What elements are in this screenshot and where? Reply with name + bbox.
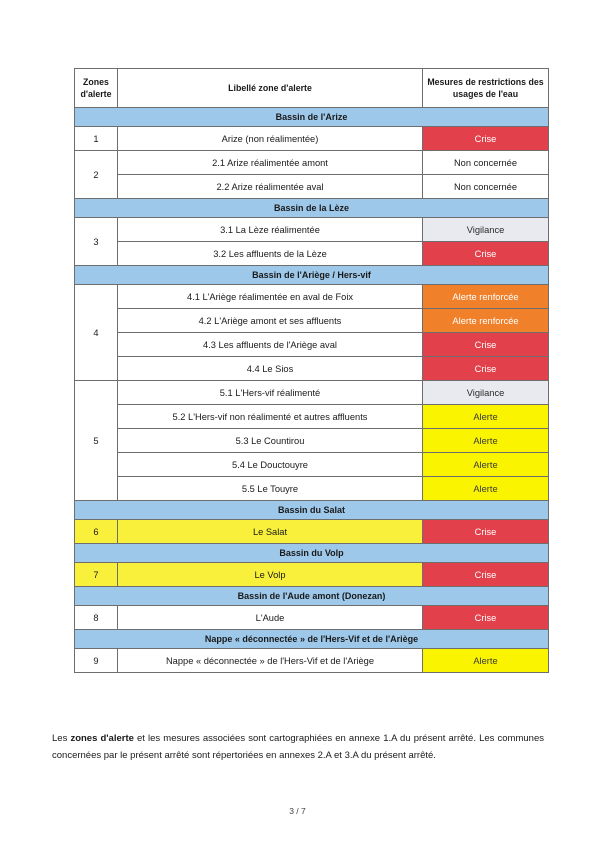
- zone-label: 5.3 Le Countirou: [118, 429, 423, 453]
- table-row: [75, 520, 549, 544]
- zone-label: 5.2 L'Hers-vif non réalimenté et autres affluents: [118, 405, 423, 429]
- restriction-status: Alerte: [423, 405, 549, 429]
- zone-label: Arize (non réalimentée): [118, 127, 423, 151]
- restriction-status: Alerte renforcée: [423, 285, 549, 309]
- footer-text-after: et les mesures associées sont cartographiées en annexe 1.A du présent arrêté. Les communes concernées par le présent arrêté sont répertoriées en annexes 2.A et 3.A du présent arrêté.: [52, 733, 544, 761]
- basin-name: Bassin du Salat: [75, 501, 549, 520]
- zone-number: 8: [75, 606, 118, 630]
- table-row: [75, 218, 549, 242]
- basin-header-row: [75, 544, 549, 563]
- zone-label: 2.2 Arize réalimentée aval: [118, 175, 423, 199]
- table-row: [75, 175, 549, 199]
- table-row: [75, 429, 549, 453]
- zone-number: 2: [75, 151, 118, 199]
- restriction-status: Crise: [423, 357, 549, 381]
- page-number: 3 / 7: [289, 806, 306, 816]
- footer-text-before: Les: [52, 733, 71, 744]
- table-row: [75, 127, 549, 151]
- zone-label: Le Volp: [118, 563, 423, 587]
- table-row: [75, 563, 549, 587]
- basin-header-row: [75, 630, 549, 649]
- basin-header-row: [75, 108, 549, 127]
- basin-name: Bassin de l'Ariège / Hers-vif: [75, 266, 549, 285]
- zone-label: Nappe « déconnectée » de l'Hers-Vif et de l'Ariège: [118, 649, 423, 673]
- table-row: [75, 453, 549, 477]
- zone-label: L'Aude: [118, 606, 423, 630]
- restriction-status: Alerte renforcée: [423, 309, 549, 333]
- restriction-status: Crise: [423, 333, 549, 357]
- zone-number: 9: [75, 649, 118, 673]
- footer-paragraph: [52, 730, 544, 764]
- zone-label: 4.4 Le Sios: [118, 357, 423, 381]
- restriction-status: Crise: [423, 606, 549, 630]
- alert-zones-table: [74, 68, 549, 673]
- zone-label: 5.5 Le Touyre: [118, 477, 423, 501]
- zone-number: 1: [75, 127, 118, 151]
- zone-label: 5.1 L'Hers-vif réalimenté: [118, 381, 423, 405]
- header-measures: Mesures de restrictions des usages de l'eau: [423, 69, 549, 108]
- footer-text-bold: zones d'alerte: [70, 733, 134, 744]
- basin-name: Nappe « déconnectée » de l'Hers-Vif et de l'Ariège: [75, 630, 549, 649]
- header-label: Libellé zone d'alerte: [118, 69, 423, 108]
- restriction-status: Crise: [423, 242, 549, 266]
- zone-number: 4: [75, 285, 118, 381]
- table-header-row: [75, 69, 549, 108]
- table-row: [75, 242, 549, 266]
- basin-header-row: [75, 199, 549, 218]
- basin-name: Bassin de l'Arize: [75, 108, 549, 127]
- restriction-status: Crise: [423, 520, 549, 544]
- table-body: [75, 108, 549, 673]
- restriction-status: Alerte: [423, 649, 549, 673]
- basin-header-row: [75, 501, 549, 520]
- table-row: [75, 381, 549, 405]
- restriction-status: Alerte: [423, 429, 549, 453]
- table-row: [75, 405, 549, 429]
- zone-label: 4.2 L'Ariège amont et ses affluents: [118, 309, 423, 333]
- table-row: [75, 309, 549, 333]
- table-row: [75, 357, 549, 381]
- restriction-status: Non concernée: [423, 175, 549, 199]
- table-row: [75, 333, 549, 357]
- table-row: [75, 606, 549, 630]
- zone-number: 3: [75, 218, 118, 266]
- zone-label: 4.1 L'Ariège réalimentée en aval de Foix: [118, 285, 423, 309]
- table-row: [75, 649, 549, 673]
- restriction-status: Alerte: [423, 477, 549, 501]
- basin-name: Bassin de la Lèze: [75, 199, 549, 218]
- basin-header-row: [75, 587, 549, 606]
- restriction-status: Crise: [423, 127, 549, 151]
- zone-label: Le Salat: [118, 520, 423, 544]
- restriction-status: Vigilance: [423, 218, 549, 242]
- table-row: [75, 285, 549, 309]
- basin-name: Bassin du Volp: [75, 544, 549, 563]
- zone-label: 5.4 Le Douctouyre: [118, 453, 423, 477]
- restriction-status: Alerte: [423, 453, 549, 477]
- zone-number: 6: [75, 520, 118, 544]
- zone-number: 5: [75, 381, 118, 501]
- restriction-status: Crise: [423, 563, 549, 587]
- zone-number: 7: [75, 563, 118, 587]
- basin-header-row: [75, 266, 549, 285]
- zone-label: 2.1 Arize réalimentée amont: [118, 151, 423, 175]
- restriction-status: Non concernée: [423, 151, 549, 175]
- table-row: [75, 477, 549, 501]
- header-zone: Zones d'alerte: [75, 69, 118, 108]
- zone-label: 3.2 Les affluents de la Lèze: [118, 242, 423, 266]
- zone-label: 3.1 La Lèze réalimentée: [118, 218, 423, 242]
- restriction-status: Vigilance: [423, 381, 549, 405]
- table-row: [75, 151, 549, 175]
- basin-name: Bassin de l'Aude amont (Donezan): [75, 587, 549, 606]
- zone-label: 4.3 Les affluents de l'Ariège aval: [118, 333, 423, 357]
